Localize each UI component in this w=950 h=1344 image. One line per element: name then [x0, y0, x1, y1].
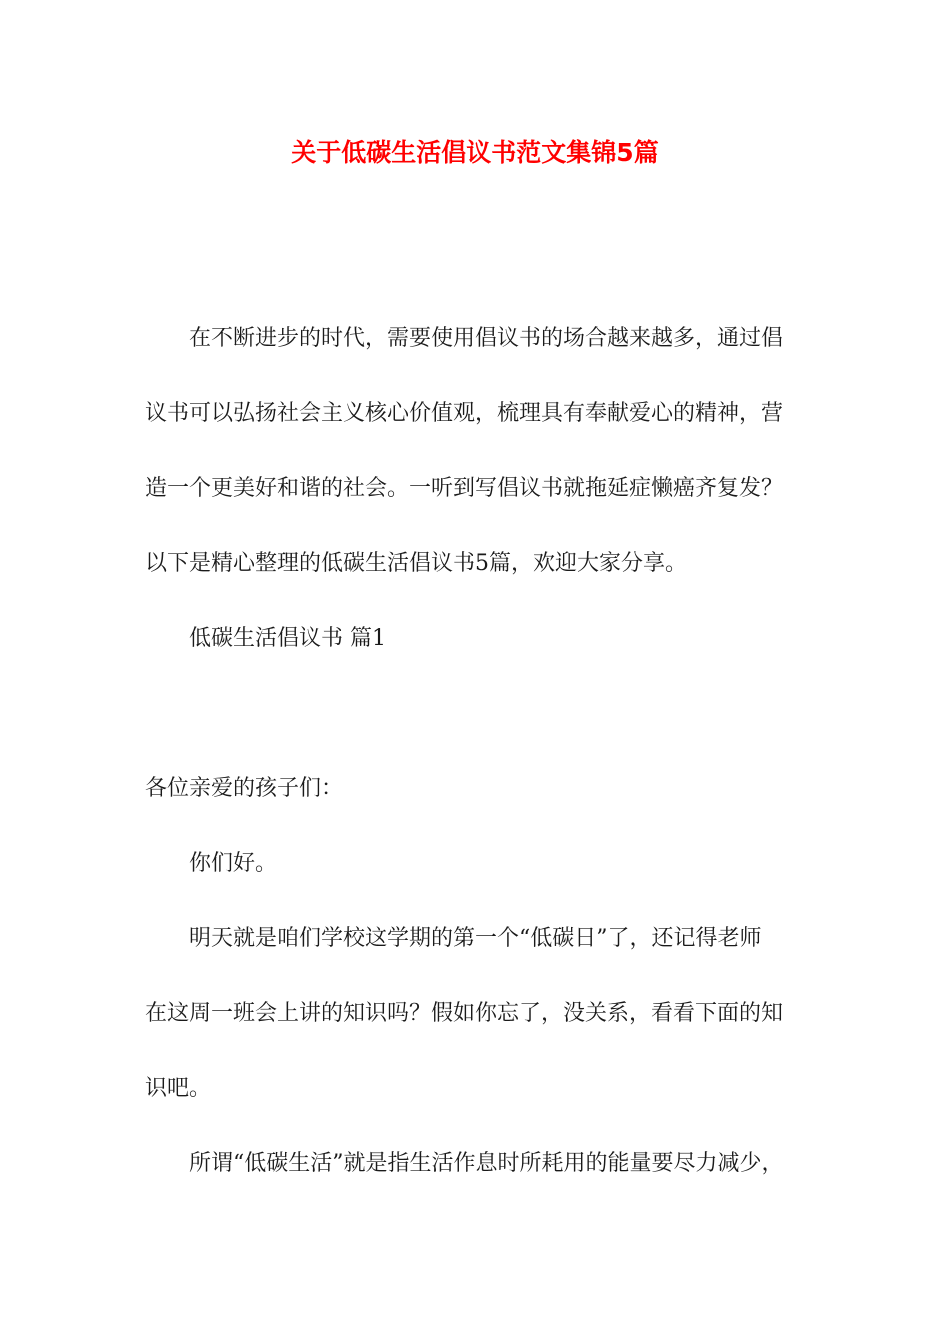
intro-line-1: 在不断进步的时代，需要使用倡议书的场合越来越多，通过倡 [189, 326, 784, 351]
section-heading: 低碳生活倡议书 篇1 [189, 626, 386, 651]
intro-line-3: 造一个更美好和谐的社会。一听到写倡议书就拖延症懒癌齐复发？ [145, 476, 784, 501]
document-title: 关于低碳生活倡议书范文集锦5篇 [291, 138, 659, 167]
paragraph2-line-1: 所谓“低碳生活”就是指生活作息时所耗用的能量要尽力减少， [189, 1151, 784, 1176]
intro-line-4: 以下是精心整理的低碳生活倡议书5篇，欢迎大家分享。 [145, 551, 687, 576]
intro-line-2: 议书可以弘扬社会主义核心价值观，梳理具有奉献爱心的精神，营 [145, 401, 784, 426]
paragraph1-line-3: 识吧。 [145, 1076, 212, 1101]
salutation: 你们好。 [189, 851, 278, 876]
paragraph1-line-2: 在这周一班会上讲的知识吗？假如你忘了，没关系，看看下面的知 [145, 1001, 784, 1026]
paragraph1-line-1: 明天就是咱们学校这学期的第一个“低碳日”了，还记得老师 [189, 926, 762, 951]
greeting: 各位亲爱的孩子们： [145, 776, 344, 801]
